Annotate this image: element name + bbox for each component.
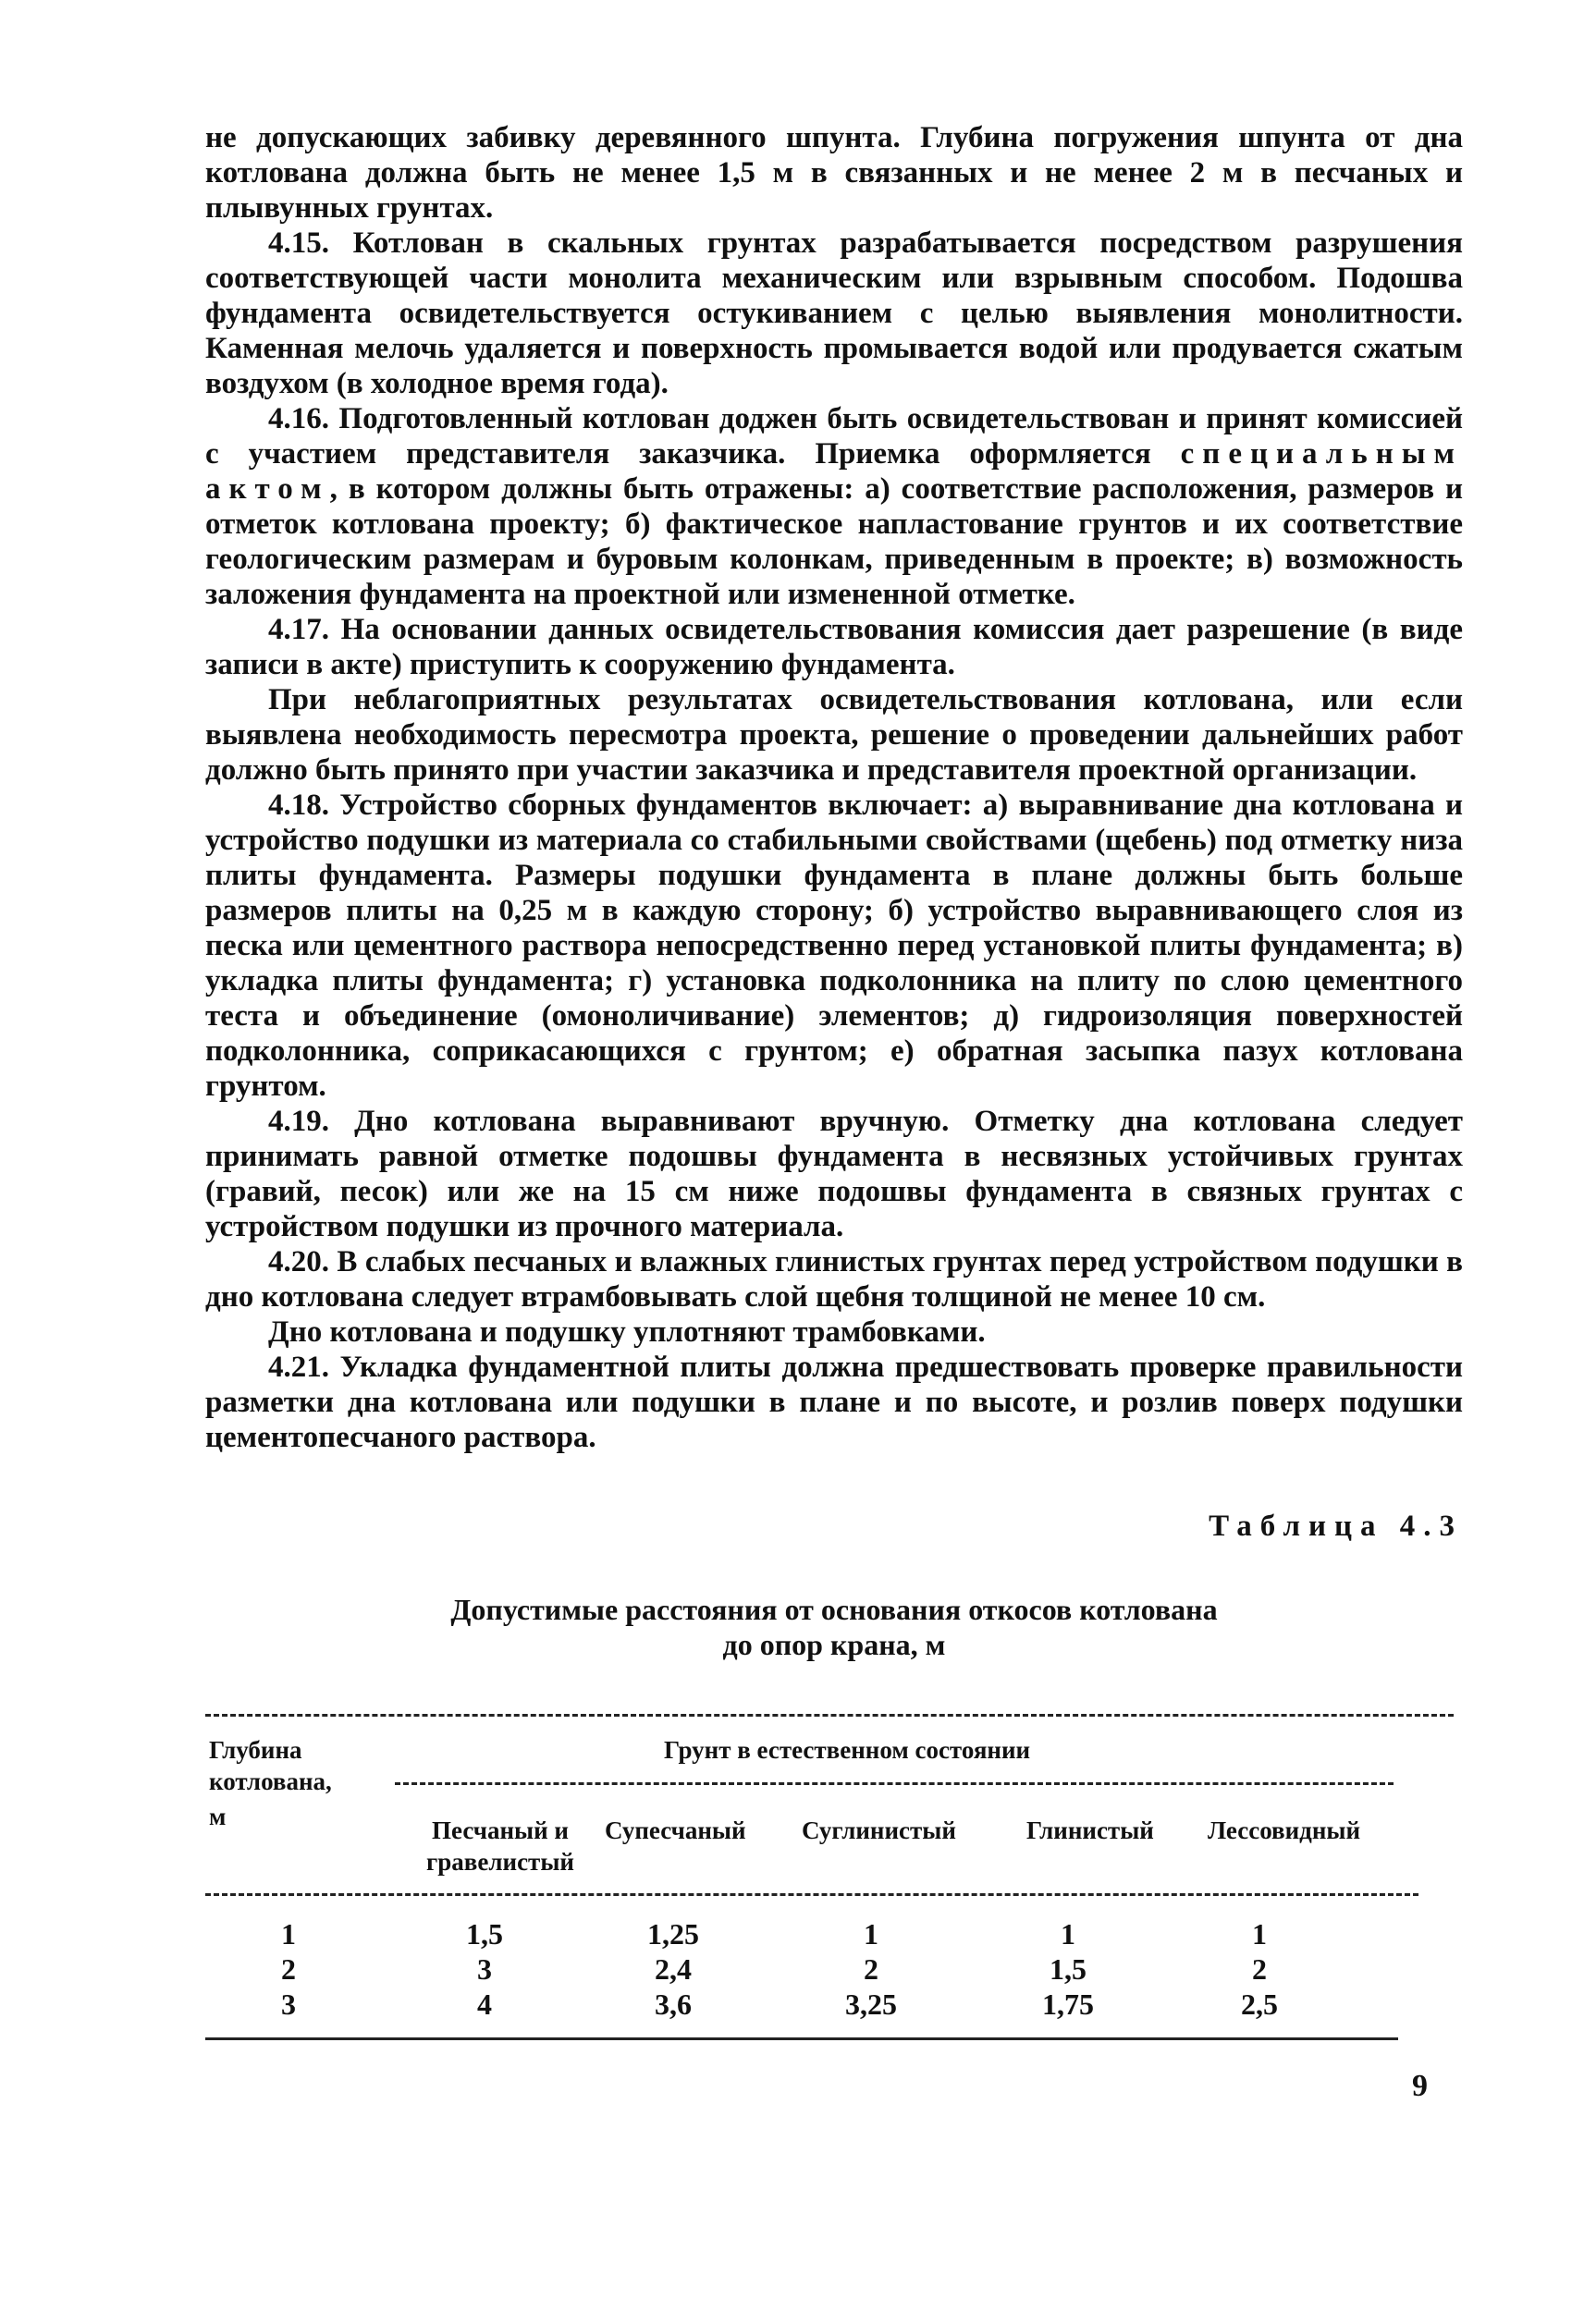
- document-body: [205, 120, 1463, 2079]
- depth-header-line: котлована,: [209, 1767, 332, 1795]
- group-header-rule: [395, 1782, 1394, 1785]
- column-header-loam: Суглинистый: [802, 1816, 956, 1844]
- table-cell: 1,5: [1050, 1952, 1087, 1986]
- paragraph-compaction: Дно котлована и подушку уплотняют трамбовками.: [268, 1315, 986, 1349]
- depth-header: [209, 1734, 332, 1832]
- header-bottom-rule: [205, 1893, 1418, 1896]
- distance-table: [205, 1714, 1455, 2079]
- table-cell: 1: [1252, 1917, 1267, 1951]
- paragraph-unfavorable-results: При неблагоприятных результатах освидетельствования котлована, или если выявлена необходимость пересмотра проекта, решение о проведении дальнейших работ должно быть принято при участии заказчика и представителя проектной организации.: [205, 683, 1463, 787]
- table-title-line: Допустимые расстояния от основания откосов котлована: [450, 1593, 1218, 1626]
- table-cell: 1: [864, 1917, 878, 1951]
- table-cell: 3,25: [845, 1988, 897, 2021]
- table-cell: 1: [1061, 1917, 1075, 1951]
- table-cell: 2,5: [1241, 1988, 1278, 2021]
- table-title-line: до опор крана, м: [722, 1628, 946, 1661]
- table-top-rule: [205, 1714, 1454, 1717]
- table-bottom-rule: [205, 2037, 1398, 2040]
- paragraph-4-19: 4.19. Дно котлована выравнивают вручную. Отметку дна котлована следует принимать равной отметке подошвы фундамента в несвязных устойчивых грунтах (гравий, песок) или же на 15 см ниже подошвы фундамента в связных грунтах с устройством подушки из прочного материала.: [205, 1105, 1463, 1243]
- column-header-line: Песчаный и: [432, 1816, 569, 1844]
- table-cell: 1: [281, 1917, 296, 1951]
- depth-header-line: м: [209, 1803, 227, 1830]
- table-cell: 2: [281, 1952, 296, 1986]
- paragraph: не допускающих забивку деревянного шпунта. Глубина погружения шпунта от дна котлована должна быть не менее 1,5 м в связанных и не менее 2 м в песчаных и плывунных грунтах.: [205, 121, 1463, 225]
- soil-group-header: Грунт в естественном состоянии: [664, 1736, 1031, 1764]
- paragraph-4-16-rest: , в котором должны быть отражены: а) соответствие расположения, размеров и отметок котлована проекту; б) фактическое напластование грунтов и их соответствие геологическим размерам и буровым колонкам, приведенным в проекте; в) возможность заложения фундамента на проектной или измененной отметке.: [205, 472, 1463, 611]
- paragraph-4-20: 4.20. В слабых песчаных и влажных глинистых грунтах перед устройством подушки в дно котлована следует втрамбовывать слой щебня толщиной не менее 10 см.: [205, 1245, 1463, 1314]
- column-header-line: гравелистый: [426, 1848, 574, 1876]
- table-cell: 1,5: [466, 1917, 503, 1951]
- paragraph-4-17: 4.17. На основании данных освидетельствования комиссия дает разрешение (в виде записи в акте) приступить к сооружению фундамента.: [205, 613, 1463, 681]
- table-title: [205, 1592, 1463, 1662]
- table-cell: 3: [281, 1988, 296, 2021]
- column-header-clay: Глинистый: [1026, 1816, 1154, 1844]
- paragraph-4-16-start: 4.16. Подготовленный котлован доджен быть освидетельствован и принят комиссией с участием представителя заказчика. Приемка оформляется: [205, 402, 1463, 471]
- column-header-sandy-loam: Супесчаный: [605, 1816, 746, 1844]
- table-cell: 3: [477, 1952, 492, 1986]
- paragraph-4-16: [205, 401, 1463, 612]
- paragraph-4-18: 4.18. Устройство сборных фундаментов включает: а) выравнивание дна котлована и устройство подушки из материала со стабильными свойствами (щебень) под отметку низа плиты фундамента. Размеры подушки фундамента в плане должны быть больше размеров плиты на 0,25 м в каждую сторону; б) устройство выравнивающего слоя из песка или цементного раствора непосредственно перед установкой плиты фундамента; в) укладка плиты фундамента; г) установка подколонника на плиту по слою цементного теста и объединение (омоноличивание) элементов; д) гидроизоляция поверхностей подколонника, соприкасающихся с грунтом; е) обратная засыпка пазух котлована грунтом.: [205, 789, 1463, 1103]
- page-number: 9: [1412, 2069, 1428, 2103]
- table-label: Таблица 4.3: [1209, 1510, 1463, 1543]
- table-cell: 1,25: [647, 1917, 699, 1951]
- paragraph-4-21: 4.21. Укладка фундаментной плиты должна предшествовать проверке правильности разметки дна котлована или подушки в плане и по высоте, и розлив поверх подушки цементопесчаного раствора.: [205, 1351, 1463, 1454]
- table-cell: 2: [1252, 1952, 1267, 1986]
- table-cell: 2,4: [655, 1952, 692, 1986]
- table-cell: 1,75: [1042, 1988, 1094, 2021]
- table-cell: 2: [864, 1952, 878, 1986]
- table-cell: 4: [477, 1988, 492, 2021]
- column-header-loess: Лессовидный: [1208, 1816, 1361, 1844]
- paragraph-4-15: 4.15. Котлован в скальных грунтах разрабатывается посредством разрушения соответствующей части монолита механическим или взрывным способом. Подошва фундамента освидетельствуется остукиванием с целью выявления монолитности. Каменная мелочь удаляется и поверхность промывается водой или продувается сжатым воздухом (в холодное время года).: [205, 226, 1463, 400]
- emphasized-term: специальным актом: [205, 437, 1464, 506]
- column-header-sandy-gravel: [412, 1815, 588, 1878]
- table-cell: 3,6: [655, 1988, 692, 2021]
- depth-header-line: Глубина: [209, 1736, 302, 1764]
